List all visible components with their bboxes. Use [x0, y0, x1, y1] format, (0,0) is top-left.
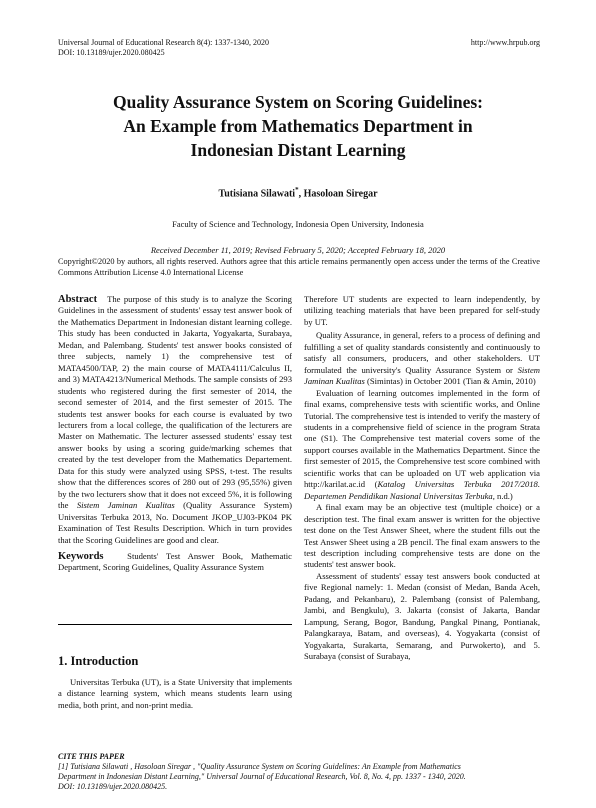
- right-paragraph-2: [304, 330, 540, 387]
- intro-paragraph: [58, 677, 292, 711]
- cite-line-2: Department in Indonesian Distant Learning," Universal Journal of Educational Research, Vol. 8, No. 4, pp. 1337 - 1340, 2020.: [58, 772, 466, 781]
- right-p3-text-2: , n.d.): [492, 490, 513, 501]
- journal-url[interactable]: http://www.hrpub.org: [470, 38, 540, 47]
- journal-citation: Universal Journal of Educational Research 8(4): 1337-1340, 2020: [58, 38, 270, 47]
- keywords: [58, 551, 292, 574]
- title-line-3: Indonesian Distant Learning: [190, 140, 406, 160]
- abstract-label: Abstract: [58, 294, 98, 305]
- cite-line-1: [1] Tutisiana Silawati , Hasoloan Siregar , "Quality Assurance System on Scoring Guidelines: An Example from Mathematics: [58, 762, 461, 771]
- affiliation: Faculty of Science and Technology, Indonesia Open University, Indonesia: [172, 219, 424, 229]
- right-p3-italic: Katalog Universitas Terbuka 2017/2018. Departemen Pendidikan Nasional Universitas Terbuka: [304, 479, 541, 501]
- keywords-text: Students' Test Answer Book, Mathematic Department, Scoring Guidelines, Quality Assurance System: [58, 550, 292, 573]
- right-p3-text: Evaluation of learning outcomes implemented in the form of final exams, comprehensive tests with scientific works, and Online Tutorial. The comprehensive test is intended to verify the mastery of students in a comprehensive field of science in the program Strata one (S1). The Comprehensive test material covers some of the support courses available in the Mathematics Department. Since the first semester of 2015, the Comprehensive test score combined with scientific works that can be uploaded on UT web application via http://karilat.ac.id (: [304, 387, 540, 490]
- author-2: , Hasoloan Siregar: [298, 188, 378, 200]
- right-paragraph-1: Therefore UT students are expected to learn independently, by utilizing teaching materials that have been prepared for self-study by UT.: [304, 294, 540, 327]
- right-column: [304, 294, 540, 663]
- keywords-label: Keywords: [58, 550, 104, 562]
- cite-line-3: DOI: 10.13189/ujer.2020.080425.: [58, 782, 168, 791]
- right-paragraph-4: A final exam may be an objective test (multiple choice) or a description test. The final exam answer is written for the objective test done on the Test Answer Sheet, where the student fills out the Test Answer Sheet using a 2B pencil. The final exam answers to the test description including comprehensive tests are done on the students' test answer book.: [304, 502, 540, 570]
- right-p2-italic: Sistem Jaminan Kualitas: [304, 364, 540, 387]
- left-column: [58, 294, 292, 574]
- right-p2-text: Quality Assurance, in general, refers to a process of defining and fulfilling a set of quality standards consistently and continuously to satisfy all consumers, producers, and other stakeholders. UT formulated the university's Quality Assurance System or: [304, 330, 540, 375]
- author-list: [0, 186, 596, 199]
- received-dates: Received December 11, 2019; Revised February 5, 2020; Accepted February 18, 2020: [150, 245, 446, 255]
- journal-header: [58, 38, 269, 58]
- cite-heading: CITE THIS PAPER: [58, 752, 125, 761]
- right-p2-text-2: (Simintas) in October 2001 (Tian & Amin, 2010): [364, 376, 536, 387]
- author-1: Tutisiana Silawati: [218, 188, 296, 200]
- right-paragraph-5: Assessment of students' essay test answers book conducted at five Regional namely: 1. Medan (consist of Medan, Banda Aceh, Padang, and Pekanbaru), 2. Palembang (consist of Palembang, Jambi, and Bengkulu), 3. Jakarta (consist of Jakarta, Bandar Lampung, Serang, Bogor, Bandung, Pangkal Pinang, Pontianak, Palangkaraya, Batam, and overseas), 4. Yogyakarta (consist of Yogyakarta, Surakarta, Semarang, and Purwokerto), and 5. Surabaya (consist of Surabaya,: [304, 570, 540, 662]
- abstract-text: The purpose of this study is to analyze the Scoring Guidelines in the assessment of students' essay test answer book of the Mathematics Department in Indonesian distant learning college. This study has been conducted in Jakarta, Yogyakarta, Surabaya, Medan, and Palembang. Students' test answer books consisted of three subjects, namely 1) the comprehensive test of MATA4500/TAP, 2) the main course of MATA4111/Calculus II, and 3) MATA4213/Numerical Methods. The sample consists of 293 students who registered during the first semester of 2014, the second semester of 2014, and the first semester of 2015. The students test answer books for each course is evaluated by two lecturers from a local college, the qualification of the lecturers are Master on Mathematic. The lecturer assessed students' essay test answer books by using a scoring guide/marking schemes that created by the test developer from the Mathematics Departement. Data for this study were analyzed using SPSS, t-test. The results show that the differences scores of 280 out of 293 (95,55%) given by the two lecturers show that it does not exceed 5%, it is following the: [58, 294, 292, 511]
- paper-title: [0, 90, 596, 162]
- right-paragraph-3: [304, 388, 540, 503]
- corresponding-mark: *: [295, 186, 299, 194]
- section-heading-introduction: 1. Introduction: [58, 654, 139, 668]
- abstract: [58, 294, 292, 546]
- cite-block: [58, 752, 542, 792]
- keywords-divider: [58, 624, 292, 625]
- title-line-1: Quality Assurance System on Scoring Guidelines:: [113, 92, 483, 112]
- header-doi: DOI: 10.13189/ujer.2020.080425: [58, 48, 165, 57]
- copyright-notice: Copyright©2020 by authors, all rights reserved. Authors agree that this article remains permanently open access under the terms of the Creative Commons Attribution License 4.0 International License: [58, 257, 540, 277]
- title-line-2: An Example from Mathematics Department in: [123, 116, 473, 136]
- intro-text: Universitas Terbuka (UT), is a State University that implements a distance learning system, which means students learn using media, both print, and non-print media.: [58, 677, 292, 710]
- abstract-text-2: (Quality Assurance System) Universitas Terbuka 2013, No. Document JKOP_UJ03-PK04 PK Examination of Test Results Description. Which in turn provides that the Scoring Guidelines are good and clear.: [58, 500, 293, 545]
- abstract-italic: Sistem Jaminan Kualitas: [76, 500, 175, 511]
